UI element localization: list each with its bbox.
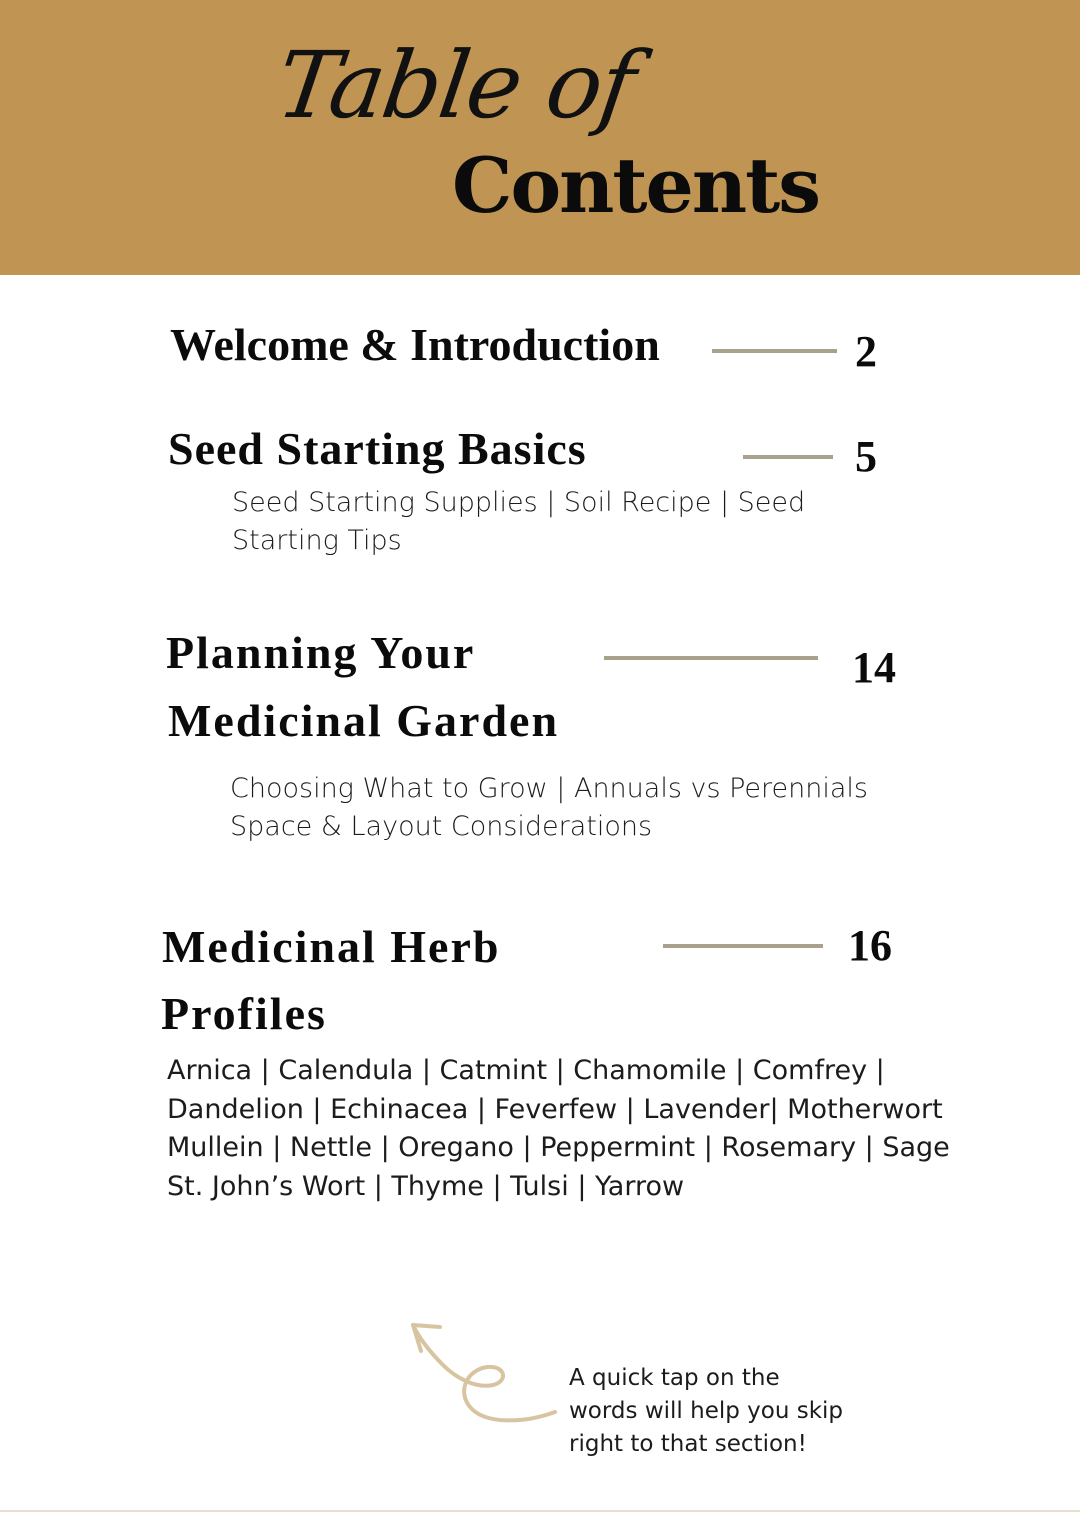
title-script: Table of bbox=[270, 32, 641, 139]
herb-list-line[interactable]: Mullein | Nettle | Oregano | Peppermint | Rosemary | Sage bbox=[167, 1132, 950, 1163]
subtopic-line[interactable]: Seed Starting Supplies | Soil Recipe | Seed bbox=[232, 487, 806, 518]
herb-list-line[interactable]: Dandelion | Echinacea | Feverfew | Lavender| Motherwort bbox=[167, 1093, 943, 1125]
toc-entry-title[interactable]: Medicinal Garden bbox=[168, 695, 560, 746]
herb-list-line[interactable]: St. John’s Wort | Thyme | Tulsi | Yarrow bbox=[167, 1170, 685, 1202]
curly-arrow-icon bbox=[405, 1315, 565, 1430]
page-number[interactable]: 16 bbox=[848, 921, 892, 970]
toc-entry-title[interactable]: Welcome & Introduction bbox=[170, 319, 660, 370]
toc-entry-title[interactable]: Seed Starting Basics bbox=[168, 423, 587, 474]
toc-entry-title[interactable]: Profiles bbox=[161, 988, 327, 1039]
leader-rule bbox=[743, 455, 833, 459]
header-banner bbox=[0, 0, 1080, 275]
tap-hint-note bbox=[569, 1362, 843, 1461]
note-line: right to that section! bbox=[569, 1431, 807, 1457]
herb-list-line[interactable]: Arnica | Calendula | Catmint | Chamomile | Comfrey | bbox=[167, 1055, 885, 1086]
page-number[interactable]: 2 bbox=[855, 327, 877, 376]
note-line: A quick tap on the bbox=[569, 1365, 780, 1391]
leader-rule bbox=[712, 349, 837, 353]
page-number[interactable]: 5 bbox=[855, 432, 877, 481]
herb-list bbox=[167, 1052, 950, 1206]
page-number[interactable]: 14 bbox=[852, 643, 896, 692]
subtopic-line[interactable]: Starting Tips bbox=[232, 525, 402, 556]
leader-rule bbox=[663, 944, 823, 948]
toc-entry-title[interactable]: Planning Your bbox=[166, 627, 476, 678]
subtopic-line[interactable]: Choosing What to Grow | Annuals vs Perennials bbox=[230, 773, 868, 804]
bottom-divider bbox=[0, 1510, 1080, 1512]
note-line: words will help you skip bbox=[569, 1398, 844, 1424]
page-title: Contents bbox=[452, 141, 820, 230]
leader-rule bbox=[604, 656, 818, 660]
subtopic-line[interactable]: Space & Layout Considerations bbox=[230, 811, 653, 842]
toc-entry-title[interactable]: Medicinal Herb bbox=[162, 921, 501, 972]
